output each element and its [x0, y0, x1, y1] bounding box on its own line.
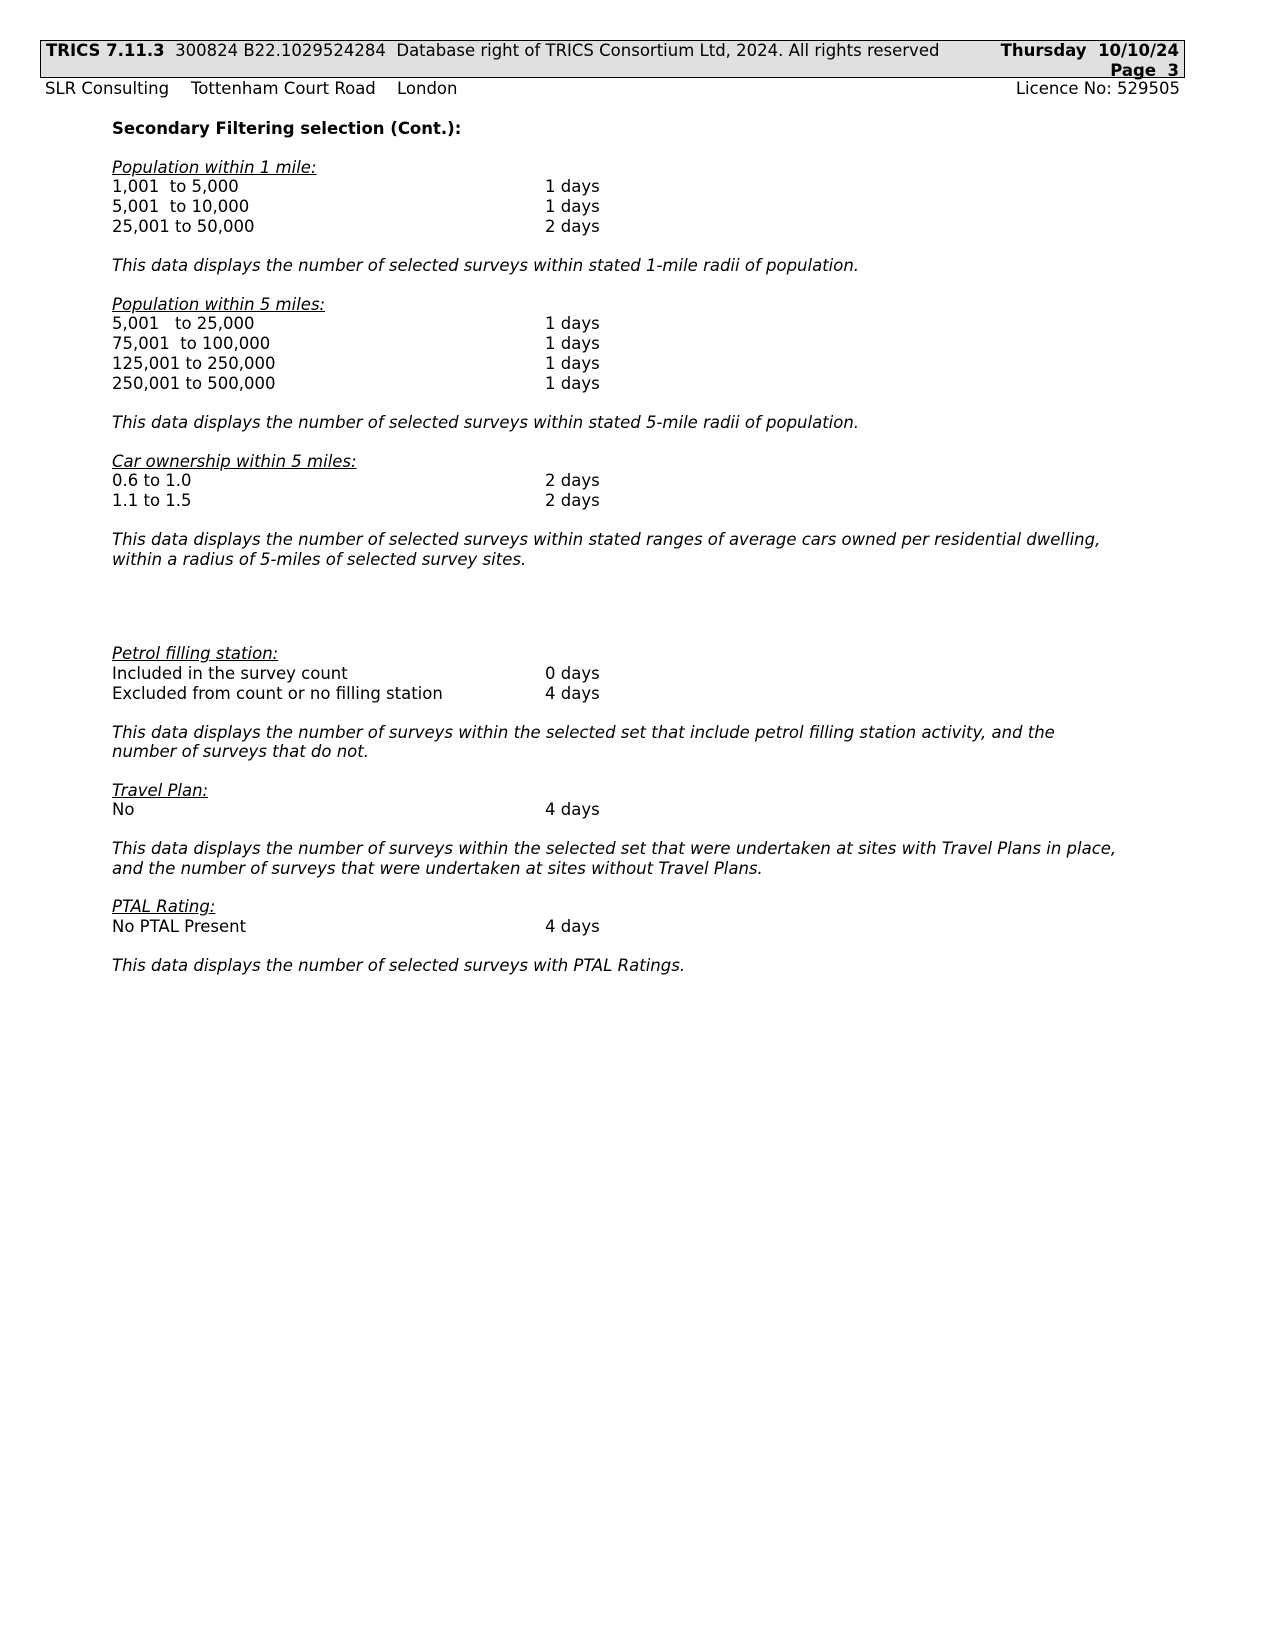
days-value: 1 days — [545, 314, 600, 333]
note-line: and the number of surveys that were undertaken at sites without Travel Plans. — [112, 858, 763, 878]
days-value: 2 days — [545, 491, 600, 510]
days-value: 2 days — [545, 217, 600, 236]
section-heading: PTAL Rating: — [112, 897, 216, 916]
note-line: This data displays the number of surveys within the selected set that were undertaken at sites with Travel Plans in place, — [112, 839, 1117, 858]
note-line: This data displays the number of surveys within the selected set that include petrol filling station activity, and the — [112, 722, 1055, 742]
days-value: 4 days — [545, 800, 600, 819]
page-number: Page 3 — [1110, 60, 1179, 80]
section-travel-plan — [112, 781, 1172, 879]
range-label: 0.6 to 1.0 — [112, 471, 192, 490]
product-version: TRICS 7.11.3 — [46, 41, 165, 60]
range-label: 1,001 to 5,000 — [112, 177, 239, 196]
list-item — [112, 664, 1172, 684]
note-line: number of surveys that do not. — [112, 742, 369, 761]
option-label: Excluded from count or no filling station — [112, 683, 443, 703]
days-value: 1 days — [545, 354, 600, 373]
header-right — [1001, 41, 1179, 80]
section-population-1-mile — [112, 158, 1172, 276]
section-note: This data displays the number of selected surveys within stated 5-mile radii of population. — [112, 413, 860, 432]
range-label: 250,001 to 500,000 — [112, 374, 276, 393]
header-copyright: 300824 B22.1029524284 Database right of TRICS Consortium Ltd, 2024. All rights reserved — [175, 41, 940, 60]
company-name: SLR Consulting — [45, 79, 170, 98]
option-label: No — [112, 800, 135, 819]
section-note: This data displays the number of selected surveys with PTAL Ratings. — [112, 955, 686, 975]
range-label: 75,001 to 100,000 — [112, 334, 271, 353]
days-value: 1 days — [545, 334, 600, 353]
range-label: 5,001 to 10,000 — [112, 197, 250, 216]
section-heading: Population within 5 miles: — [112, 294, 326, 314]
header-date: 10/10/24 — [1098, 41, 1179, 60]
section-heading: Travel Plan: — [112, 780, 209, 800]
list-item — [112, 197, 1172, 217]
list-item — [112, 471, 1172, 491]
section-note: This data displays the number of selected surveys within stated 1-mile radii of population. — [112, 256, 860, 275]
list-item — [112, 374, 1172, 394]
licence-number: Licence No: 529505 — [1015, 79, 1180, 98]
days-value: 2 days — [545, 471, 600, 490]
list-item — [112, 334, 1172, 354]
section-note — [112, 530, 1172, 569]
section-car-ownership — [112, 452, 1172, 570]
range-label: 5,001 to 25,000 — [112, 314, 255, 333]
list-item — [112, 354, 1172, 374]
range-label: 1.1 to 1.5 — [112, 491, 192, 510]
report-header — [40, 40, 1185, 78]
header-date-line — [1001, 41, 1179, 61]
days-value: 1 days — [545, 374, 600, 393]
range-label: 125,001 to 250,000 — [112, 354, 276, 373]
section-note — [112, 839, 1172, 878]
list-item — [112, 917, 1172, 937]
days-value: 1 days — [545, 177, 600, 196]
note-line: within a radius of 5-miles of selected survey sites. — [112, 549, 527, 569]
section-ptal-rating — [112, 897, 1172, 975]
section-petrol-filling-station — [112, 644, 1172, 762]
city-name: London — [397, 79, 458, 98]
list-item — [112, 217, 1172, 237]
list-item — [112, 800, 1172, 820]
section-heading: Car ownership within 5 miles: — [112, 451, 357, 471]
page-title: Secondary Filtering selection (Cont.): — [112, 119, 462, 138]
days-value: 4 days — [545, 683, 600, 703]
days-value: 0 days — [545, 663, 600, 683]
option-label: No PTAL Present — [112, 916, 247, 936]
list-item — [112, 314, 1172, 334]
section-note — [112, 723, 1172, 762]
street-name: Tottenham Court Road — [191, 79, 376, 98]
header-day: Thursday — [1000, 41, 1087, 60]
list-item — [112, 177, 1172, 197]
section-heading: Population within 1 mile: — [112, 157, 317, 177]
header-left — [46, 41, 939, 61]
section-population-5-miles — [112, 295, 1172, 433]
days-value: 1 days — [545, 197, 600, 216]
list-item — [112, 684, 1172, 704]
section-heading: Petrol filling station: — [112, 644, 279, 663]
spacer — [112, 588, 1172, 644]
days-value: 4 days — [545, 916, 600, 936]
list-item — [112, 491, 1172, 511]
range-label: 25,001 to 50,000 — [112, 217, 255, 236]
option-label: Included in the survey count — [112, 663, 348, 683]
report-body — [112, 119, 1172, 994]
subheader — [45, 79, 1180, 99]
note-line: This data displays the number of selected surveys within stated ranges of average cars owned per residential dwelling, — [112, 530, 1101, 549]
